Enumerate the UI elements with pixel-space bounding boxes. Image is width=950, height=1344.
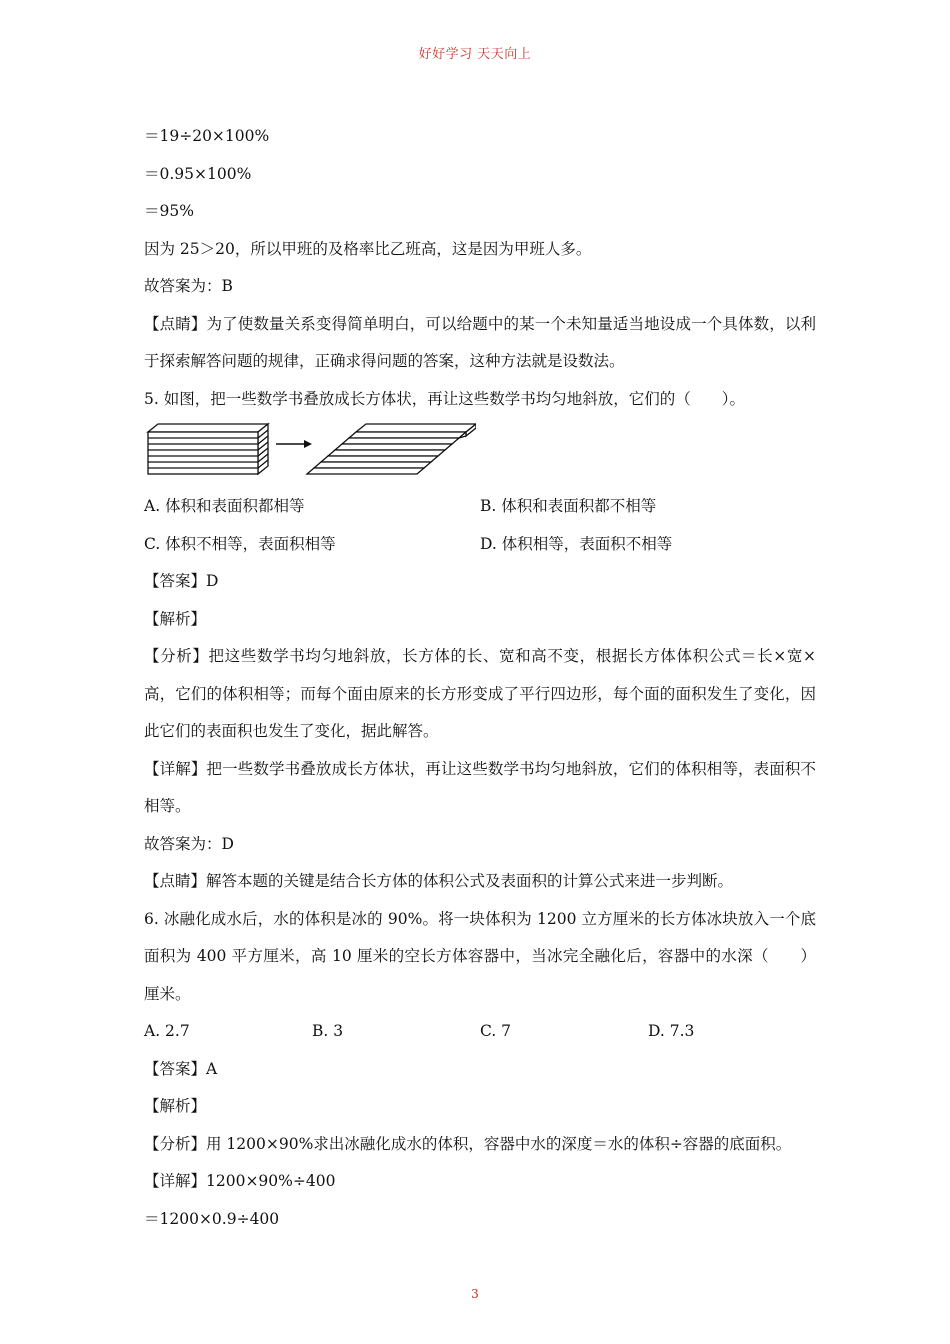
q5-option-d: D. 体积相等，表面积不相等 [480,534,673,553]
q5-stem: 5. 如图，把一些数学书叠放成长方体状，再让这些数学书均匀地斜放，它们的（ ）。 [144,389,745,408]
q6-answer: 【答案】A [144,1059,218,1078]
q5-analysis-heading: 【解析】 [144,609,207,628]
q6-option-c: C. 7 [480,1022,512,1040]
arrow-right-icon [276,440,312,448]
page-number: 3 [471,1287,479,1301]
q6-analysis: 【分析】用 1200×90%求出冰融化成水的体积，容器中水的深度＝水的体积÷容器的底面积。 [144,1134,792,1153]
q5-option-b: B. 体积和表面积都不相等 [480,497,657,515]
q5-analysis: 【分析】把这些数学书均匀地斜放，长方体的长、宽和高不变，根据长方体体积公式＝长×宽×高，它们的体积相等；而每个面由原来的长方形变成了平行四边形，每个面的面积发生了变化，因此它们的表面积也发生了变化，据此解答。 [144,647,816,740]
q5-tip: 【点睛】解答本题的关键是结合长方体的体积公式及表面积的计算公式来进一步判断。 [144,872,734,890]
q5-options-row [144,526,816,564]
q6-option-d: D. 7.3 [648,1022,695,1040]
document-body [144,118,816,1238]
stacked-books-icon [148,424,268,474]
q6-options-row [144,1013,816,1051]
books-stack-illustration [146,422,476,484]
q5-answer: 【答案】D [144,572,219,590]
explanation-line: 因为 25＞20，所以甲班的及格率比乙班高，这是因为甲班人多。 [144,239,592,258]
q5-options-row [144,488,816,526]
calc-line: ＝19÷20×100% [144,127,270,145]
answer-line: 故答案为：B [144,277,233,295]
page-header: 好好学习 天天向上 [418,47,532,62]
q6-option-a: A. 2.7 [144,1022,190,1040]
q5-figure [144,418,816,488]
q6-calc-step: ＝1200×0.9÷400 [144,1209,280,1228]
slanted-books-icon [307,424,476,474]
q5-final-answer: 故答案为：D [144,834,234,853]
calc-line: ＝0.95×100% [144,164,252,183]
tip-paragraph: 【点睛】为了使数量关系变得简单明白，可以给题中的某一个未知量适当地设成一个具体数，以利于探索解答问题的规律，正确求得问题的答案，这种方法就是设数法。 [144,314,816,370]
q5-detail: 【详解】把一些数学书叠放成长方体状，再让这些数学书均匀地斜放，它们的体积相等，表面积不相等。 [144,759,816,815]
q6-stem: 6. 冰融化成水后，水的体积是冰的 90%。将一块体积为 1200 立方厘米的长方体冰块放入一个底面积为 400 平方厘米，高 10 厘米的空长方体容器中，当冰完全融化后，容器中的水深（ ）厘米。 [144,909,816,1003]
q5-option-a: A. 体积和表面积都相等 [144,497,305,515]
q6-option-b: B. 3 [312,1022,344,1040]
calc-line: ＝95% [144,202,194,220]
q6-analysis-heading: 【解析】 [144,1097,207,1115]
q6-detail: 【详解】1200×90%÷400 [144,1172,336,1190]
q5-option-c: C. 体积不相等，表面积相等 [144,534,336,553]
